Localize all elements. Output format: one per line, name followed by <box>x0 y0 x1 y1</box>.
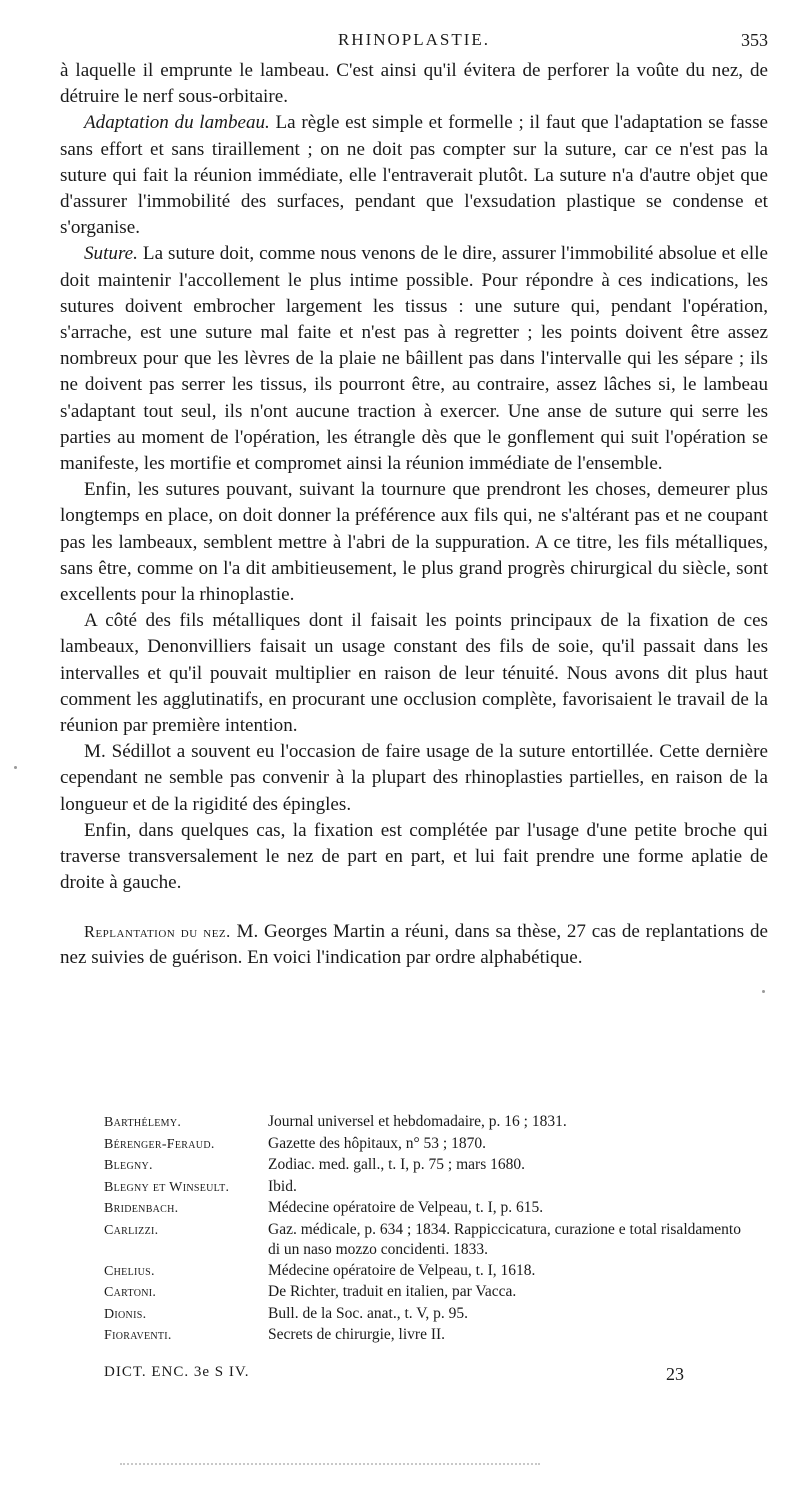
paragraph <box>60 739 768 818</box>
reference-author: Blegny. <box>104 1158 153 1173</box>
reference-source: Médecine opératoire de Velpeau, t. I, 1618. <box>268 1261 536 1279</box>
body-text <box>60 58 768 971</box>
reference-source: Zodiac. med. gall., t. I, p. 75 ; mars 1680. <box>268 1156 525 1173</box>
paragraph-text: La suture doit, comme nous venons de le dire, assurer l'immobilité absolue et elle doit maintenir l'accollement le plus intime possible. Pour répondre à ces indications, les sutures doivent embrocher largement les tissus : une suture qui, pendant l'opération, s'arrache, est une suture mal faite et n'est pas à regretter ; les points doivent être assez nombreux pour que les lèvres de la plaie ne bâillent pas dans l'intervalle qui les sépare ; ils ne doivent pas serrer les tissus, ils pourront être, au contraire, assez lâches si, le lambeau s'adaptant tout seul, ils n'ont aucune traction à exercer. Une anse de suture qui serre les parties au moment de l'opération, les étrangle dès que le gonflement qui suit l'opération se manifeste, les mortifie et compromet ainsi la réunion immédiate de l'ensemble. <box>60 243 768 475</box>
paragraph <box>60 110 768 241</box>
running-header <box>60 30 768 56</box>
reference-author: Bérenger-Feraud. <box>104 1136 215 1152</box>
margin-speck <box>762 990 765 993</box>
reference-author: Blegny et Winseult. <box>104 1179 230 1195</box>
reference-row <box>104 1282 754 1304</box>
reference-row <box>104 1134 754 1156</box>
paragraph <box>60 241 768 477</box>
paragraph-text: M. Georges Martin a réuni, dans sa thèse, 27 cas de replantations de nez suivies de guérison. En voici l'indication par ordre alphabétique. <box>60 920 768 968</box>
reference-row <box>104 1112 754 1134</box>
reference-author: Fioraventi. <box>104 1328 172 1343</box>
reference-source: Bull. de la Soc. anat., t. V, p. 95. <box>268 1304 469 1322</box>
signature-mark: DICT. ENC. 3e S IV. <box>104 1364 250 1380</box>
paragraph <box>60 58 768 110</box>
paragraph-text: M. Sédillot a souvent eu l'occasion de faire usage de la suture entortillée. Cette dernière cependant ne semble pas convenir à la plupart des rhinoplasties partielles, en raison de la longueur et de la rigidité des épingles. <box>60 741 768 815</box>
reference-row <box>104 1177 754 1199</box>
reference-source: Journal universel et hebdomadaire, p. 16 ; 1831. <box>268 1113 567 1130</box>
section-heading: Replantation du nez. <box>84 921 231 941</box>
reference-row <box>104 1198 754 1220</box>
reference-source: Ibid. <box>268 1177 297 1195</box>
paragraph <box>60 477 768 608</box>
paragraph <box>60 818 768 897</box>
reference-author: Chelius. <box>104 1263 155 1279</box>
reference-row <box>104 1155 754 1177</box>
section-heading: Adaptation du lambeau. <box>84 112 270 134</box>
paragraph-text: Enfin, dans quelques cas, la fixation est complétée par l'usage d'une petite broche qui traverse transversalement le nez de part en part, et lui fait prendre une forme aplatie de droite à gauche. <box>60 819 768 894</box>
reference-source: Secrets de chirurgie, livre II. <box>268 1326 446 1343</box>
reference-row <box>104 1220 754 1261</box>
reference-author: Barthélemy. <box>104 1115 182 1130</box>
paragraph-text: à laquelle il emprunte le lambeau. C'est ainsi qu'il évitera de perforer la voûte du nez, de détruire le nerf sous-orbitaire. <box>60 60 768 108</box>
margin-speck <box>14 766 17 769</box>
paragraph <box>60 608 768 739</box>
paragraph-text: A côté des fils métalliques dont il faisait les points principaux de la fixation de ces lambeaux, Denonvilliers faisait un usage constant des fils de soie, qu'il passait dans les intervalles et qu'il pouvait multiplier en raison de leur ténuité. Nous avons dit plus haut comment les agglutinatifs, en procurant une occlusion complète, favorisaient le travail de la réunion par première intention. <box>60 610 768 737</box>
paragraph <box>60 919 768 971</box>
page-footer <box>104 1364 684 1388</box>
reference-source: Gazette des hôpitaux, n° 53 ; 1870. <box>268 1134 486 1152</box>
reference-list <box>104 1112 754 1347</box>
reference-source: Gaz. médicale, p. 634 ; 1834. Rappiccicatura, curazione e total risaldamento di un naso mozzo concidenti. 1833. <box>268 1220 741 1258</box>
reference-row <box>104 1261 754 1283</box>
reference-source: De Richter, traduit en italien, par Vacca. <box>268 1283 517 1300</box>
reference-author: Dionis. <box>104 1306 147 1322</box>
reference-author: Cartoni. <box>104 1285 157 1300</box>
reference-row <box>104 1304 754 1326</box>
paragraph-text: Enfin, les sutures pouvant, suivant la tournure que prendront les choses, demeurer plus longtemps en place, on doit donner la préférence aux fils qui, ne s'altérant pas et ne coupant pas les lambeaux, semblent mettre à l'abri de la suppuration. A ce titre, les fils métalliques, sans être, comme on l'a dit ambitieusement, le plus grand progrès chirurgical du siècle, sont excellents pour la rhinoplastie. <box>60 479 768 606</box>
page-number: 353 <box>741 30 768 50</box>
bleed-through-line <box>120 1463 540 1466</box>
section-heading: Suture. <box>84 243 138 265</box>
reference-author: Carlizzi. <box>104 1222 159 1238</box>
reference-author: Bridenbach. <box>104 1201 179 1216</box>
reference-source: Médecine opératoire de Velpeau, t. I, p. 615. <box>268 1199 544 1216</box>
sheet-number: 23 <box>666 1364 684 1384</box>
running-title: RHINOPLASTIE. <box>337 30 491 49</box>
reference-row <box>104 1325 754 1347</box>
paragraph-text: La règle est simple et formelle ; il faut que l'adaptation se fasse sans effort et sans tiraillement ; on ne doit pas compter sur la suture, car ce n'est pas la suture qui fait la réunion immédiate, elle l'entraverait plutôt. La suture n'a d'autre objet que d'assurer l'immobilité des surfaces, pendant que l'exsudation plastique se condense et s'organise. <box>60 112 769 239</box>
